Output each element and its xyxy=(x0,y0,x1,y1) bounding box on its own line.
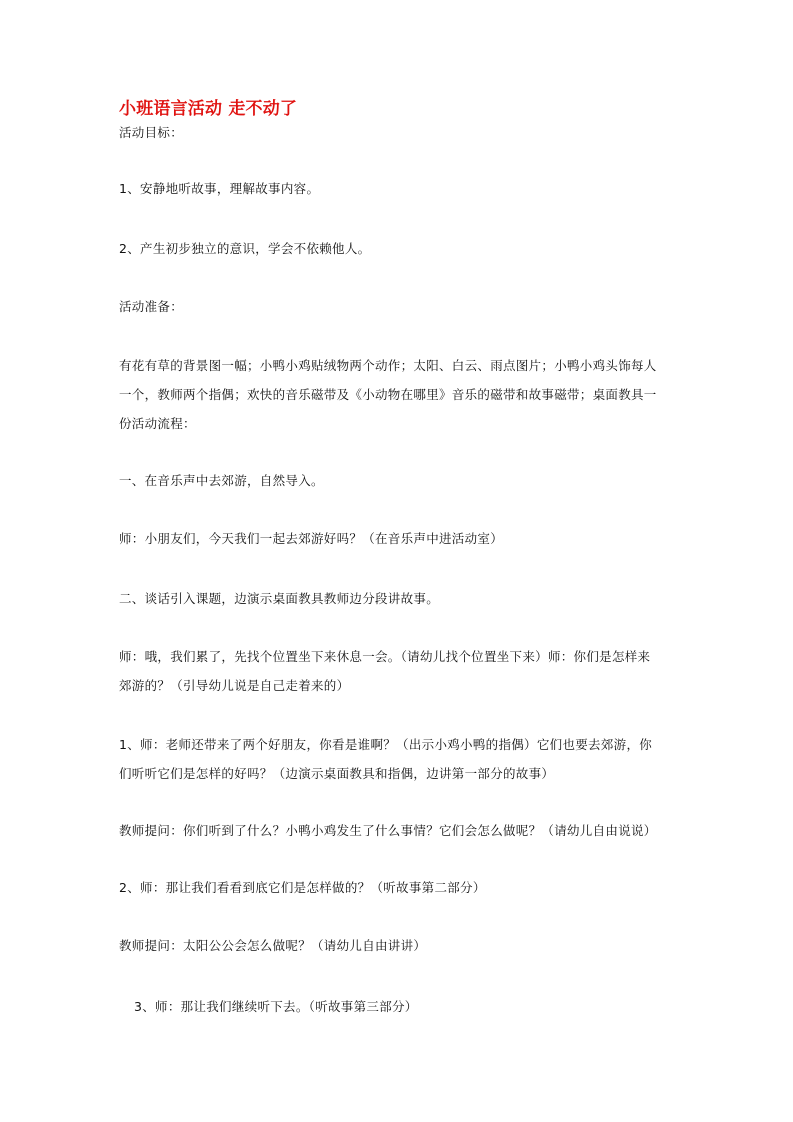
section-heading-goals: 活动目标： xyxy=(119,125,184,140)
process-substep: 2、师：那让我们看看到底它们是怎样做的？（听故事第二部分） xyxy=(119,880,486,895)
goal-item-1: 1、安静地听故事，理解故事内容。 xyxy=(119,181,320,196)
preparation-line-3: 份活动流程： xyxy=(119,416,196,431)
document-title: 小班语言活动 走不动了 xyxy=(119,99,298,119)
process-step-1: 一、在音乐声中去郊游，自然导入。 xyxy=(119,473,324,488)
process-substep: 1、师：老师还带来了两个好朋友，你看是谁啊？（出示小鸡小鸭的指偶）它们也要去郊游，你 xyxy=(119,737,653,752)
preparation-line-2: 一个，教师两个指偶；欢快的音乐磁带及《小动物在哪里》音乐的磁带和故事磁带；桌面教具一 xyxy=(119,387,657,402)
process-substep: 3、师：那让我们继续听下去。（听故事第三部分） xyxy=(134,999,418,1014)
process-paragraph: 师：哦，我们累了，先找个位置坐下来休息一会。（请幼儿找个位置坐下来）师：你们是怎样来 xyxy=(119,649,651,664)
preparation-line-1: 有花有草的背景图一幅；小鸭小鸡贴绒物两个动作；太阳、白云、雨点图片；小鸭小鸡头饰每人 xyxy=(119,358,657,373)
goal-item-2: 2、产生初步独立的意识，学会不依赖他人。 xyxy=(119,241,371,256)
process-paragraph: 师：小朋友们，今天我们一起去郊游好吗？（在音乐声中进活动室） xyxy=(119,531,504,546)
process-paragraph: 教师提问：你们听到了什么？小鸭小鸡发生了什么事情？它们会怎么做呢？（请幼儿自由说说） xyxy=(119,823,657,838)
section-heading-preparation: 活动准备： xyxy=(119,299,184,314)
process-paragraph: 们听听它们是怎样的好吗？（边演示桌面教具和指偶，边讲第一部分的故事） xyxy=(119,766,555,781)
process-paragraph: 郊游的？（引导幼儿说是自己走着来的） xyxy=(119,678,350,693)
process-step-2: 二、谈话引入课题，边演示桌面教具教师边分段讲故事。 xyxy=(119,591,440,606)
process-paragraph: 教师提问：太阳公公会怎么做呢？（请幼儿自由讲讲） xyxy=(119,938,427,953)
